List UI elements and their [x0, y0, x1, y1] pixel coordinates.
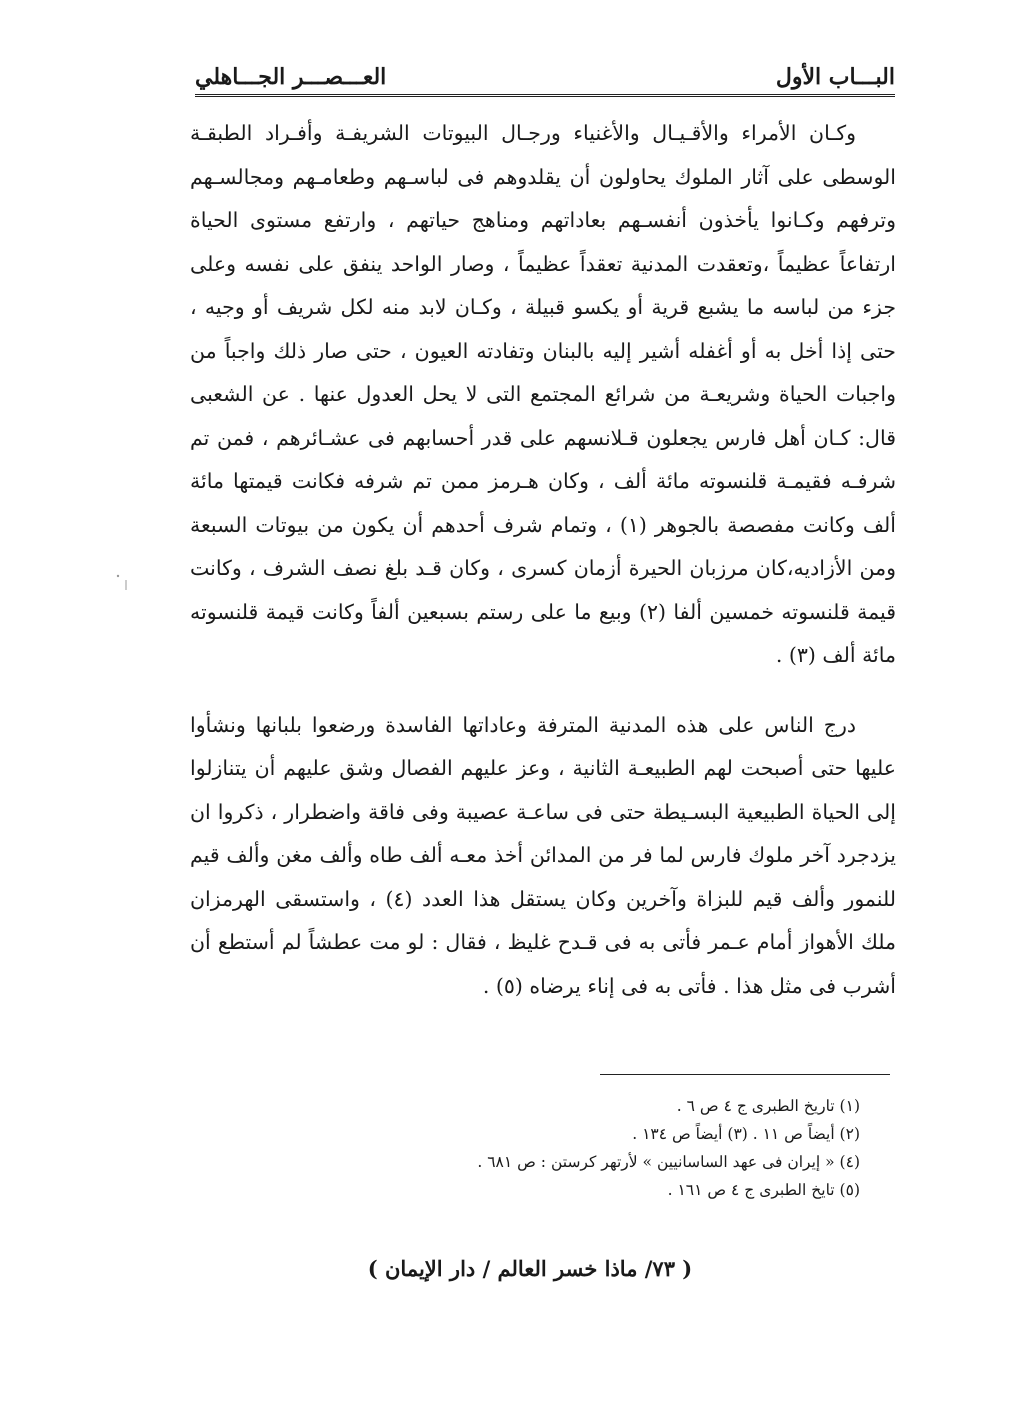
header-era-title: العـــصـــر الجـــاهلي	[195, 64, 387, 90]
header-chapter-title: البـــاب الأول	[775, 64, 895, 90]
running-header	[195, 56, 895, 97]
footnote-item: (٥) تايخ الطبرى ج ٤ ص ١٦١ .	[667, 1181, 860, 1199]
footnote-divider	[600, 1074, 890, 1075]
footnotes-list	[300, 1092, 860, 1204]
paragraph-1: وكـان الأمراء والأقـيـال والأغنياء ورجـال البيوتات الشريفـة وأفـراد الطبقـة الوسطى على آثار الملوك يحاولون أن يقلدوهم فى لباسـهم وطعامـهم ومجالسـهم وترفهم وكـانوا يأخذون أنفسـهم بعاداتهم ومناهج حياتهم ، وارتفع مستوى الحياة ارتفاعاً عظيماً ،وتعقدت المدنية تعقداً عظيماً ، وصار الواحد ينفق على نفسه وعلى جزء من لباسه ما يشبع قرية أو يكسو قبيلة ، وكـان لابد منه لكل شريف أو وجيه ، حتى إذا أخل به أو أغفله أشير إليه بالبنان وتفادته العيون ، حتى صار ذلك واجباً من واجبات الحياة وشريعـة من شرائع المجتمع التى لا يحل العدول عنها . عن الشعبى قال: كـان أهل فارس يجعلون قـلانسهم على قدر أحسابهم فى عشـائرهم ، فمن تم شرفـه فقيمـة قلنسوته مائة ألف ، وكان هـرمز ممن تم شرفه فكانت قيمتها مائة ألف وكانت مفصصة بالجوهر (١) ، وتمام شرف أحدهم أن يكون من بيوتات السبعة ومن الأزاديه،كان مرزبان الحيرة أزمان كسرى ، وكان قـد بلغ نصف الشرف ، وكانت قيمة قلنسوته خمسين ألفا (٢) وبيع ما على رستم بسبعين ألفاً وكانت قيمة قلنسوته مائة ألف (٣) .	[190, 121, 897, 667]
margin-mark	[112, 570, 132, 610]
footnote-item: (٤) « إيران فى عهد الساسانيين » لأرتهر كرستن : ص ٦٨١ .	[477, 1153, 860, 1171]
footnote-item: (١) تاريخ الطبرى ج ٤ ص ٦ .	[676, 1097, 860, 1115]
footnote-item: (٢) أيضاً ص ١١ . (٣) أيضاً ص ١٣٤ .	[632, 1125, 860, 1143]
page-footer: ( ٧٣/ ماذا خسر العالم / دار الإيمان )	[367, 1256, 693, 1281]
paragraph-2: درج الناس على هذه المدنية المترفة وعاداتها الفاسدة ورضعوا بلبانها ونشأوا عليها حتى أصبحت لهم الطبيعـة الثانية ، وعز عليهم الفصال وشق عليهم أن يتنازلوا إلى الحياة الطبيعية البسـيطة حتى فى ساعـة عصيبة وفى فاقة واضطرار ، ذكروا ان يزدجرد آخر ملوك فارس لما فر من المدائن أخذ معـه ألف طاه وألف مغن وألف قيم للنمور وألف قيم للبزاة وآخرين وكان يستقل هذا العدد (٤) ، واستسقى الهرمزان ملك الأهواز أمام عـمر فأتى به فى قـدح غليظ ، فقال : لو مت عطشاً لم أستطع أن أشرب فى مثل هذا . فأتى به فى إناء يرضاه (٥) .	[190, 712, 896, 998]
body-text	[190, 112, 896, 1008]
